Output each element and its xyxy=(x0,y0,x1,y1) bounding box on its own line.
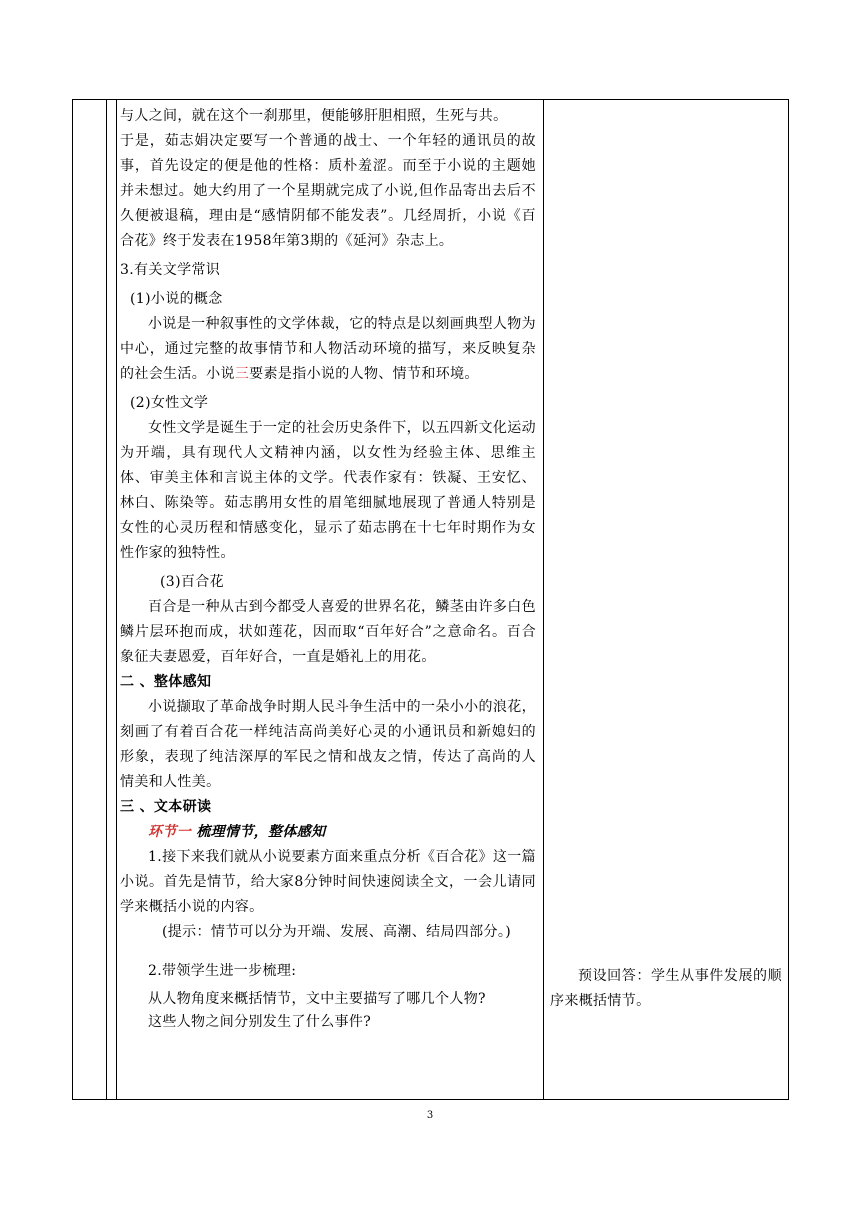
paragraph-task-2: 2.带领学生进一步梳理: xyxy=(148,963,297,979)
subheading-women-literature: (2)女性文学 xyxy=(130,395,209,411)
teaching-content-column xyxy=(117,100,542,1099)
question-2: 这些人物之间分别发生了什么事件? xyxy=(148,1014,372,1030)
subheading-novel-concept: (1)小说的概念 xyxy=(130,291,223,307)
paragraph-hint: (提示：情节可以分为开端、发展、高潮、结局四部分。) xyxy=(162,924,512,940)
question-1: 从人物角度来概括情节，文中主要描写了哪几个人物? xyxy=(148,991,486,1007)
paragraph-lily: 百合是一种从古到今都受人喜爱的世界名花，鳞茎由许多白色鳞片层环抱而成，状如莲花，因而取“百年好合”之意命名。百合象征夫妻恩爱，百年好合，一直是婚礼上的用花。 xyxy=(120,599,536,665)
step-heading: 环节一 梳理情节，整体感知 xyxy=(148,824,326,840)
paragraph-continued: 与人之间，就在这个一刹那里，便能够肝胆相照，生死与共。 xyxy=(120,108,508,124)
subheading-lily: (3)百合花 xyxy=(160,574,224,590)
heading-literary-knowledge: 3.有关文学常识 xyxy=(120,262,221,278)
lesson-plan-table xyxy=(72,99,789,1100)
paragraph-publication: 于是，茹志娟决定要写一个普通的战士、一个年轻的通讯员的故事，首先设定的便是他的性格：质朴羞涩。而至于小说的主题她并未想过。她大约用了一个星期就完成了小说,但作品寄出去后不久便被退稿，理由是“感情阴郁不能发表”。几经周折，小说《百合花》终于发表在1958年第3期的《延河》杂志上。 xyxy=(120,133,536,249)
section-heading-text-study: 三 、文本研读 xyxy=(120,799,212,815)
student-activity-column xyxy=(544,100,788,1099)
paragraph-overall: 小说撷取了革命战争时期人民斗争生活中的一朵小小的浪花，刻画了有着百合花一样纯洁高尚美好心灵的小通讯员和新媳妇的形象，表现了纯洁深厚的军民之情和战友之情，传达了高尚的人情美和人性美。 xyxy=(120,699,536,790)
table-divider xyxy=(106,100,107,1099)
paragraph-task-1: 1.接下来我们就从小说要素方面来重点分析《百合花》这一篇小说。首先是情节，给大家8分钟时间快速阅读全文，一会儿请同学来概括小说的内容。 xyxy=(120,849,536,915)
paragraph-novel-concept: 小说是一种叙事性的文学体裁，它的特点是以刻画典型人物为中心，通过完整的故事情节和人物活动环境的描写，来反映复杂的社会生活。小说三要素是指小说的人物、情节和环境。 xyxy=(120,316,536,382)
paragraph-women-literature: 女性文学是诞生于一定的社会历史条件下，以五四新文化运动为开端，具有现代人文精神内涵，以女性为经验主体、思维主体、审美主体和言说主体的文学。代表作家有：铁凝、王安忆、林白、陈染等。茹志鹃用女性的眉笔细腻地展现了普通人特别是女性的心灵历程和情感变化，显示了茹志鹃在十七年时期作为女性作家的独特性。 xyxy=(120,420,536,561)
preset-answer: 预设回答：学生从事件发展的顺序来概括情节。 xyxy=(550,968,782,1009)
section-heading-overall: 二 、整体感知 xyxy=(120,674,212,690)
page-number: 3 xyxy=(426,1110,434,1121)
